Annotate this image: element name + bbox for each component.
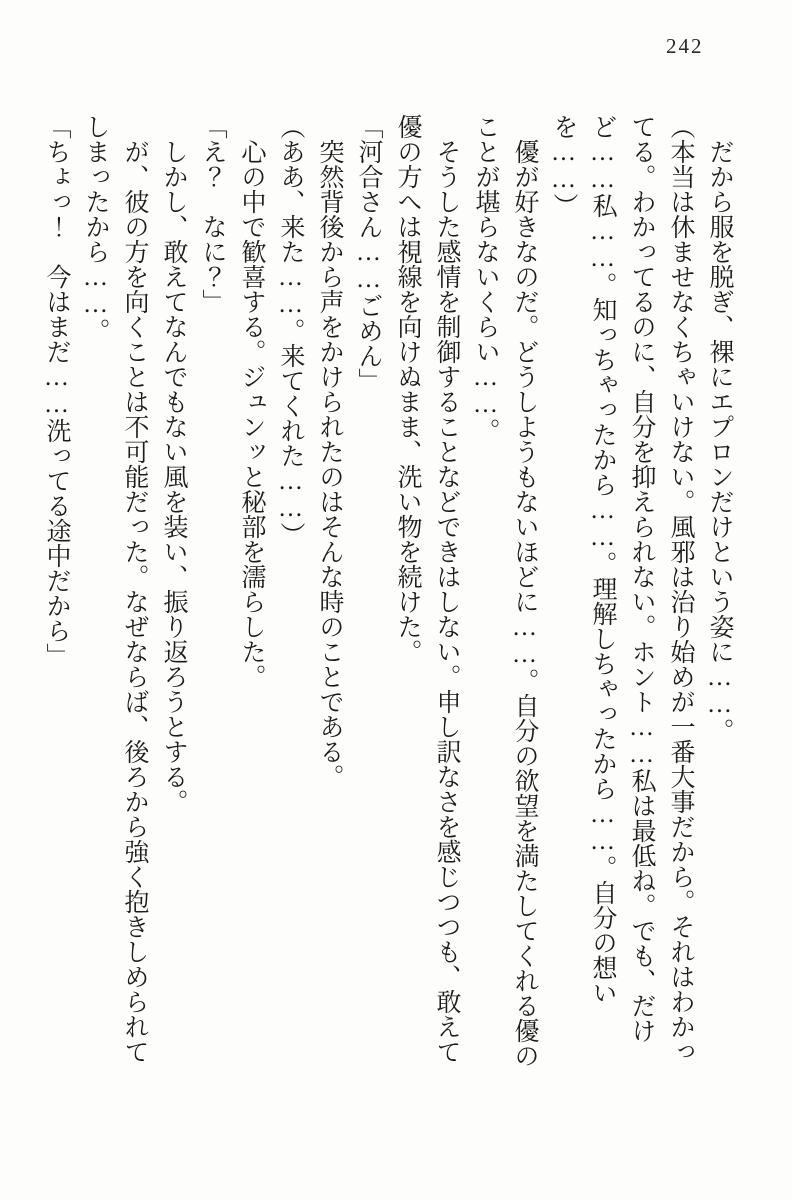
paragraph: 心の中で歓喜する。ジュンッと秘部を濡らした。	[238, 114, 265, 689]
paragraph: 優が好きなのだ。どうしようもないほどに……。自分の欲望を満たしてくれる優のことが堪らないくらい……。	[472, 114, 538, 1068]
paragraph: そうした感情を制御することなどできはしない。申し訳なさを感じつつも、敢えて優の方へは視線を向けぬまま、洗い物を続けた。	[394, 114, 460, 1064]
paragraph: 「ちょっ！ 今はまだ……洗ってる途中だから」	[43, 114, 70, 668]
paragraph: （本当は休ませなくちゃいけない。風邪は治り始めが一番大事だから。それはわかってる。わかってるのに、自分を抑えられない。ホント……私は最低ね。でも、だけど……私……。知っちゃったから……。理解しちゃったから……。自分の想いを……）	[550, 114, 694, 1064]
paragraph: 「河合さん……ごめん」	[355, 114, 382, 393]
body-text	[37, 114, 739, 1070]
paragraph: だから服を脱ぎ、裸にエプロンだけという姿に……。	[706, 114, 733, 743]
paragraph: が、彼の方を向くことは不可能だった。なぜならば、後ろから強く抱きしめられてしまったから……。	[82, 114, 148, 1064]
paragraph: （ああ、来た……。来てくれた……）	[277, 114, 304, 547]
paragraph: 「え？ なに？」	[199, 114, 226, 314]
paragraph: 突然背後から声をかけられたのはそんな時のことである。	[316, 114, 343, 789]
paragraph: しかし、敢えてなんでもない風を装い、振り返ろうとする。	[160, 114, 187, 814]
page-number: 242	[666, 34, 704, 58]
